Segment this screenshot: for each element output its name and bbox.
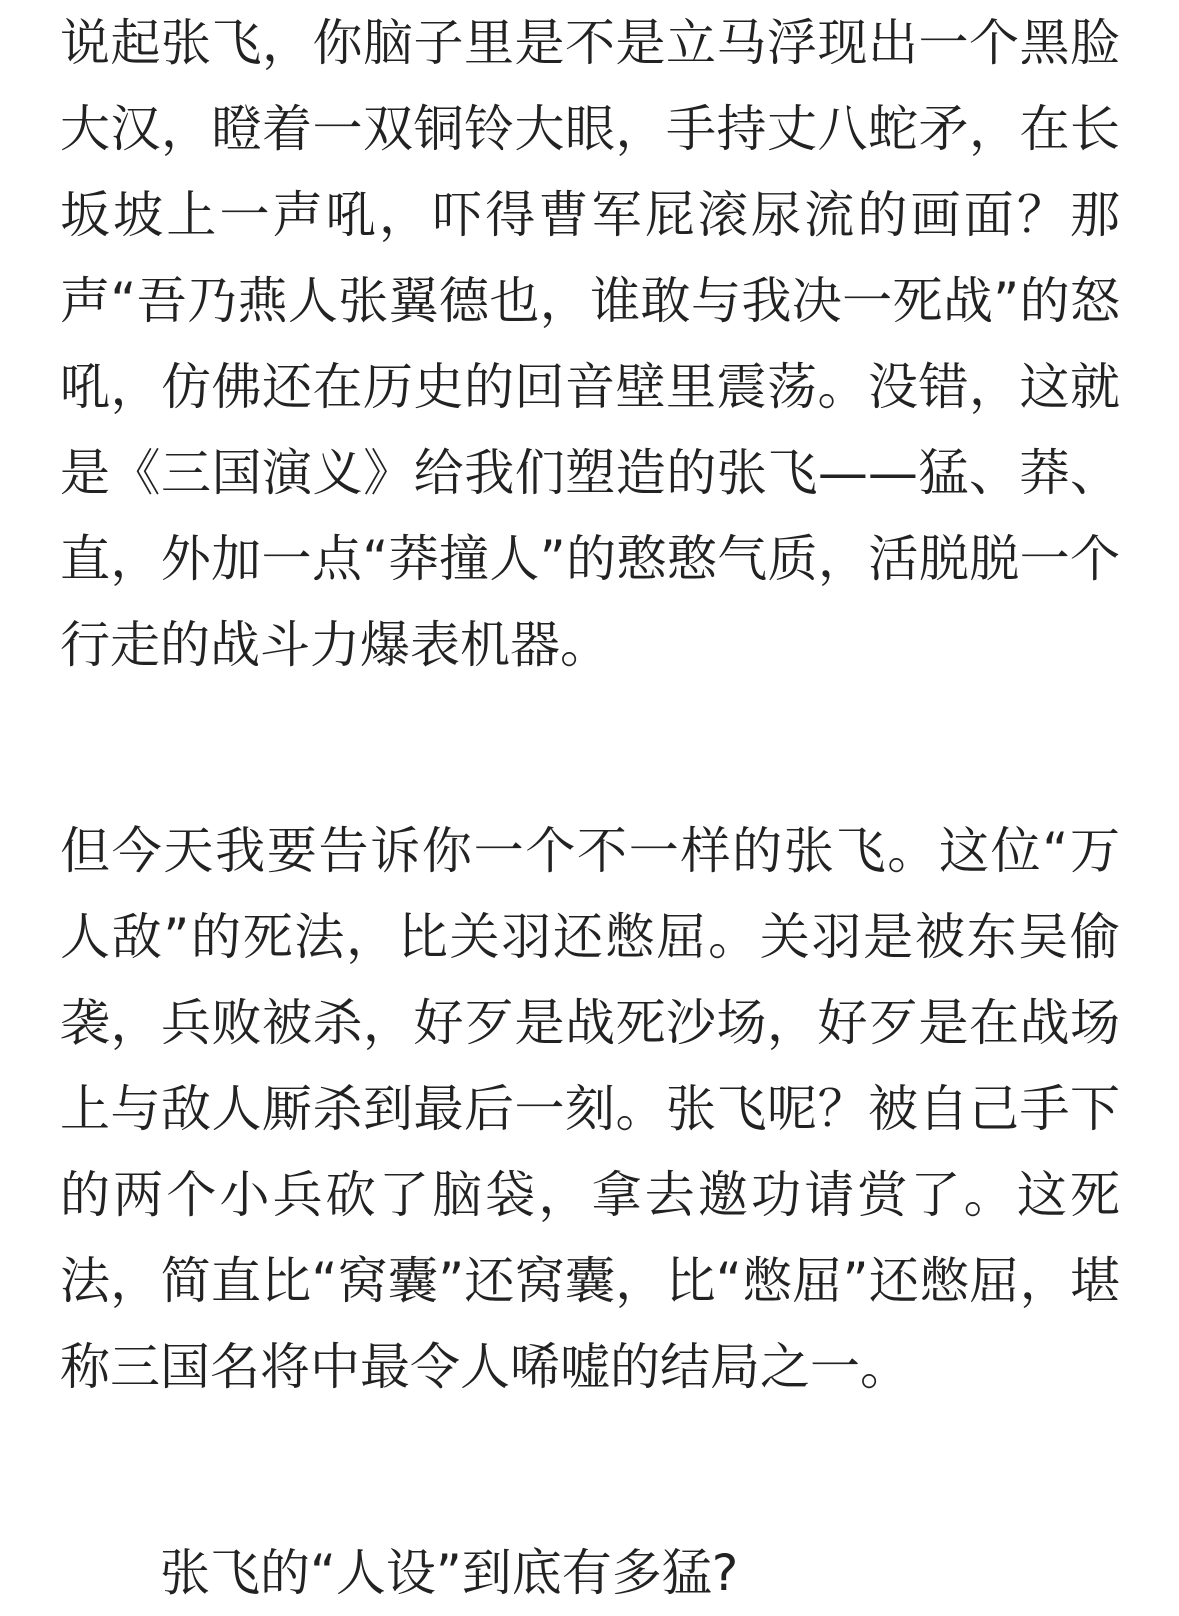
paragraph-intro: 说起张飞，你脑子里是不是立马浮现出一个黑脸大汉，瞪着一双铜铃大眼，手持丈八蛇矛，在长坂坡上一声吼，吓得曹军屁滚尿流的画面？那声“吾乃燕人张翼德也，谁敢与我决一死战”的怒吼，仿佛还在历史的回音壁里震荡。没错，这就是《三国演义》给我们塑造的张飞——猛、莽、直，外加一点“莽撞人”的憨憨气质，活脱脱一个行走的战斗力爆表机器。	[60, 14, 1120, 674]
paragraph-death: 但今天我要告诉你一个不一样的张飞。这位“万人敌”的死法，比关羽还憋屈。关羽是被东吴偷袭，兵败被杀，好歹是战死沙场，好歹是在战场上与敌人厮杀到最后一刻。张飞呢？被自己手下的两个小兵砍了脑袋，拿去邀功请赏了。这死法，简直比“窝囊”还窝囊，比“憋屈”还憋屈，堪称三国名将中最令人唏嘘的结局之一。	[60, 822, 1120, 1396]
section-heading: 张飞的“人设”到底有多猛?	[160, 1544, 739, 1602]
